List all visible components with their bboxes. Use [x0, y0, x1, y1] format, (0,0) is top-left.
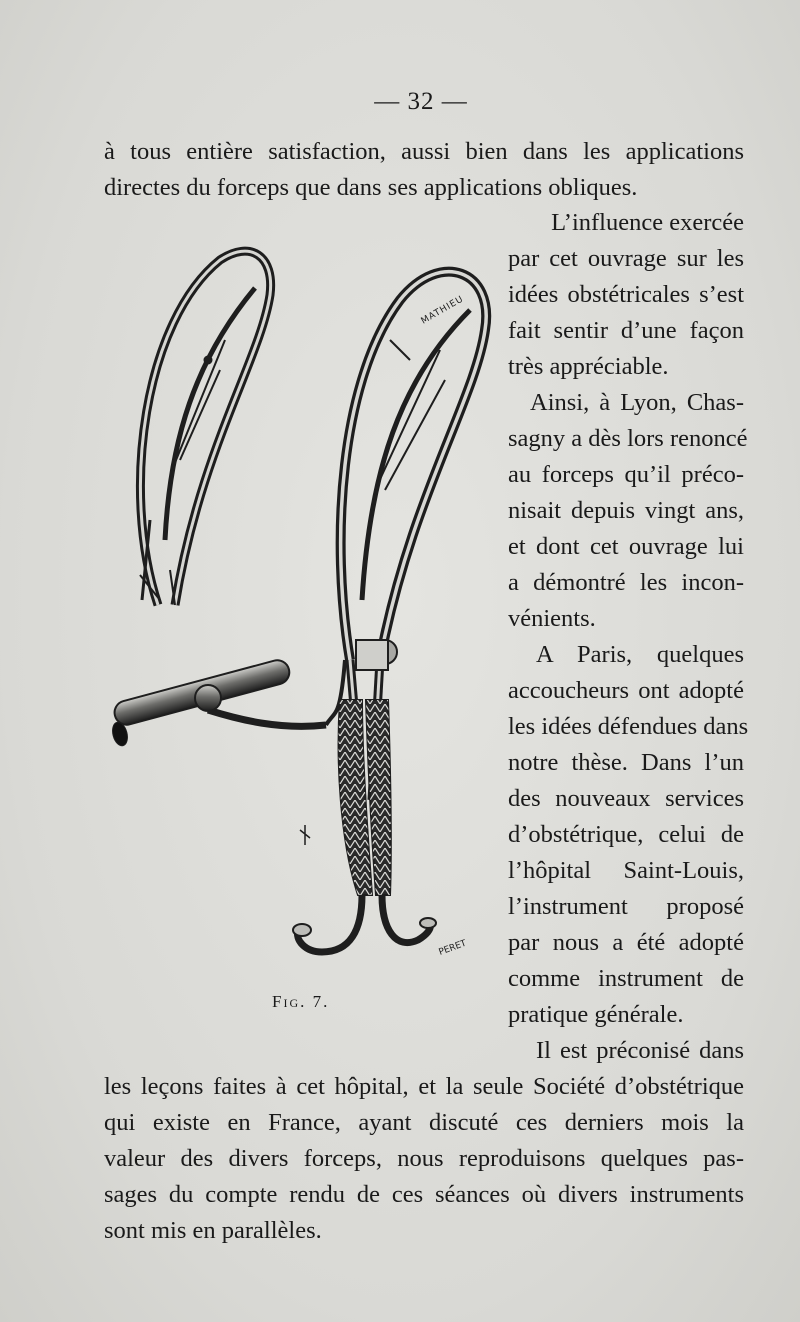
text-line: comme instrument de [508, 965, 744, 992]
forceps-engraving [100, 240, 500, 970]
forceps-lock [356, 640, 397, 670]
forceps-illustration [100, 240, 500, 970]
text-line: par cet ouvrage sur les [508, 245, 744, 272]
text-line: nisait depuis vingt ans, [508, 497, 744, 524]
text-line: au forceps qu’il préco- [508, 461, 744, 488]
text-line: pratique générale. [508, 1001, 684, 1028]
forceps-hooks [293, 895, 436, 952]
right-blade [341, 272, 487, 660]
text-line: d’obstétrique, celui de [508, 821, 744, 848]
text-line: sagny a dès lors renoncé [508, 425, 748, 452]
left-blade [140, 251, 271, 605]
text-line: qui existe en France, ayant discuté ces derniers mois la [104, 1109, 744, 1136]
text-line: accoucheurs ont adopté [508, 677, 744, 704]
text-line: l’hôpital Saint-Louis, [508, 857, 744, 884]
text-line: très appréciable. [508, 353, 669, 380]
text-line: A Paris, quelques [536, 641, 744, 668]
text-line: l’instrument proposé [508, 893, 744, 920]
text-line: valeur des divers forceps, nous reproduisons quelques pas- [104, 1145, 744, 1172]
text-line: les leçons faites à cet hôpital, et la seule Société d’obstétrique [104, 1073, 744, 1100]
text-line: Ainsi, à Lyon, Chas- [530, 389, 744, 416]
traction-handle [110, 658, 345, 748]
text-line: des nouveaux services [508, 785, 744, 812]
text-line: et dont cet ouvrage lui [508, 533, 744, 560]
blade-engraving-label: MATHIEU [419, 294, 466, 327]
text-line: L’influence exercée [551, 209, 744, 236]
text-line: fait sentir d’une façon [508, 317, 744, 344]
text-line: notre thèse. Dans l’un [508, 749, 744, 776]
forceps-handles [339, 700, 391, 895]
text-line: par nous a été adopté [508, 929, 744, 956]
figure-caption: Fig. 7. [272, 992, 330, 1011]
engraver-signature: PERET [437, 938, 468, 958]
text-line: Il est préconisé dans [536, 1037, 744, 1064]
text-line: à tous entière satisfaction, aussi bien dans les applications [104, 138, 744, 165]
page-number: — 32 — [374, 88, 468, 115]
text-line: les idées défendues dans [508, 713, 749, 740]
text-line: vénients. [508, 605, 596, 632]
text-line: sages du compte rendu de ces séances où divers instruments [104, 1181, 744, 1208]
text-line: sont mis en parallèles. [104, 1217, 322, 1244]
text-line: idées obstétricales s’est [508, 281, 744, 308]
text-line: a démontré les incon- [508, 569, 744, 596]
text-line: directes du forceps que dans ses applications obliques. [104, 174, 638, 201]
